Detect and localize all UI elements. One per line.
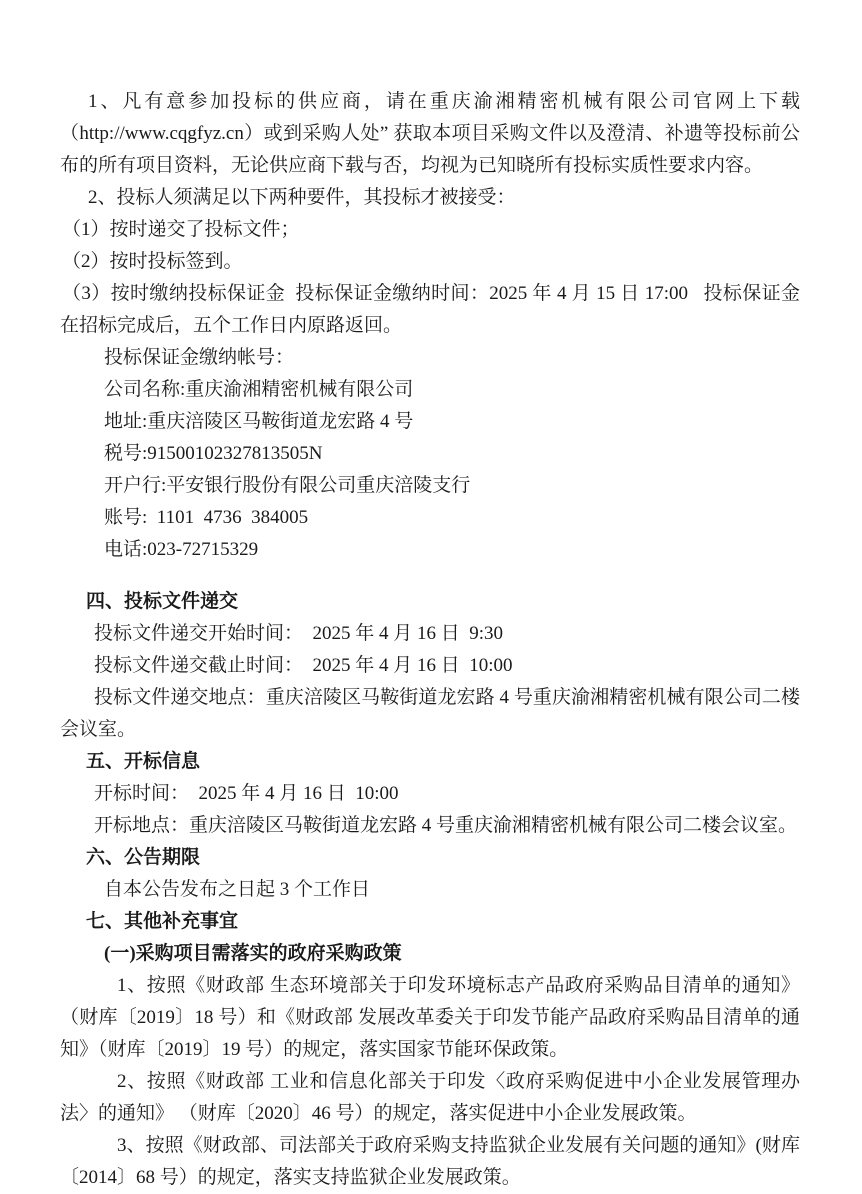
deposit-bank-name: 开户行:平安银行股份有限公司重庆涪陵支行 [104, 475, 471, 496]
section-4-heading: 四、投标文件递交 [86, 591, 239, 612]
section-7-subheading: (一)采购项目需落实的政府采购政策 [104, 943, 402, 964]
section-6-duration: 自本公告发布之日起 3 个工作日 [104, 879, 371, 900]
section-5-open-time: 开标时间： 2025 年 4 月 16 日 10:00 [94, 783, 399, 804]
list-item-sign-in-on-time: （2）按时投标签到。 [62, 251, 243, 272]
section-7-heading: 七、其他补充事宜 [86, 911, 239, 932]
policy-paragraph-prison-enterprise: 3、按照《财政部、司法部关于政府采购支持监狱企业发展有关问题的通知》(财库〔2014〕68 号）的规定，落实支持监狱企业发展政策。 [60, 1135, 800, 1188]
deposit-address: 地址:重庆涪陵区马鞍街道龙宏路 4 号 [104, 411, 414, 432]
section-5-open-location: 开标地点：重庆涪陵区马鞍街道龙宏路 4 号重庆渝湘精密机械有限公司二楼会议室。 [94, 815, 798, 836]
policy-paragraph-environment-energy: 1、按照《财政部 生态环境部关于印发环境标志产品政府采购品目清单的通知》（财库〔2019〕18 号）和《财政部 发展改革委关于印发节能产品政府采购品目清单的通知》（财库〔2019〕19 号）的规定，落实国家节能环保政策。 [60, 975, 800, 1060]
deposit-tax-id: 税号:91500102327813505N [104, 443, 323, 464]
para-download-notice: 1、凡有意参加投标的供应商，请在重庆渝湘精密机械有限公司官网上下载（http://www.cqgfyz.cn）或到采购人处” 获取本项目采购文件以及澄清、补遗等投标前公布的所有项目资料，无论供应商下载与否，均视为已知晓所有投标实质性要求内容。 [60, 91, 800, 176]
section-6-heading: 六、公告期限 [86, 847, 201, 868]
deposit-company-name: 公司名称:重庆渝湘精密机械有限公司 [104, 379, 414, 400]
deposit-phone: 电话:023-72715329 [104, 539, 259, 560]
policy-paragraph-sme: 2、按照《财政部 工业和信息化部关于印发〈政府采购促进中小企业发展管理办法〉的通知》 （财库〔2020〕46 号）的规定，落实促进中小企业发展政策。 [60, 1071, 800, 1124]
section-4-deadline: 投标文件递交截止时间： 2025 年 4 月 16 日 10:00 [94, 655, 513, 676]
list-item-submit-on-time: （1）按时递交了投标文件； [62, 219, 300, 240]
deposit-account-title: 投标保证金缴纳帐号： [104, 347, 295, 368]
list-item-bid-deposit: （3）按时缴纳投标保证金 投标保证金缴纳时间：2025 年 4 月 15 日 17:00 投标保证金在招标完成后，五个工作日内原路返回。 [60, 283, 800, 336]
para-bid-acceptance-conditions: 2、投标人须满足以下两种要件，其投标才被接受： [88, 187, 516, 208]
section-5-heading: 五、开标信息 [86, 751, 201, 772]
deposit-account-number: 账号: 1101 4736 384005 [104, 507, 309, 528]
section-4-location: 投标文件递交地点：重庆涪陵区马鞍街道龙宏路 4 号重庆渝湘精密机械有限公司二楼会议室。 [60, 687, 800, 740]
section-4-start-time: 投标文件递交开始时间： 2025 年 4 月 16 日 9:30 [94, 623, 504, 644]
